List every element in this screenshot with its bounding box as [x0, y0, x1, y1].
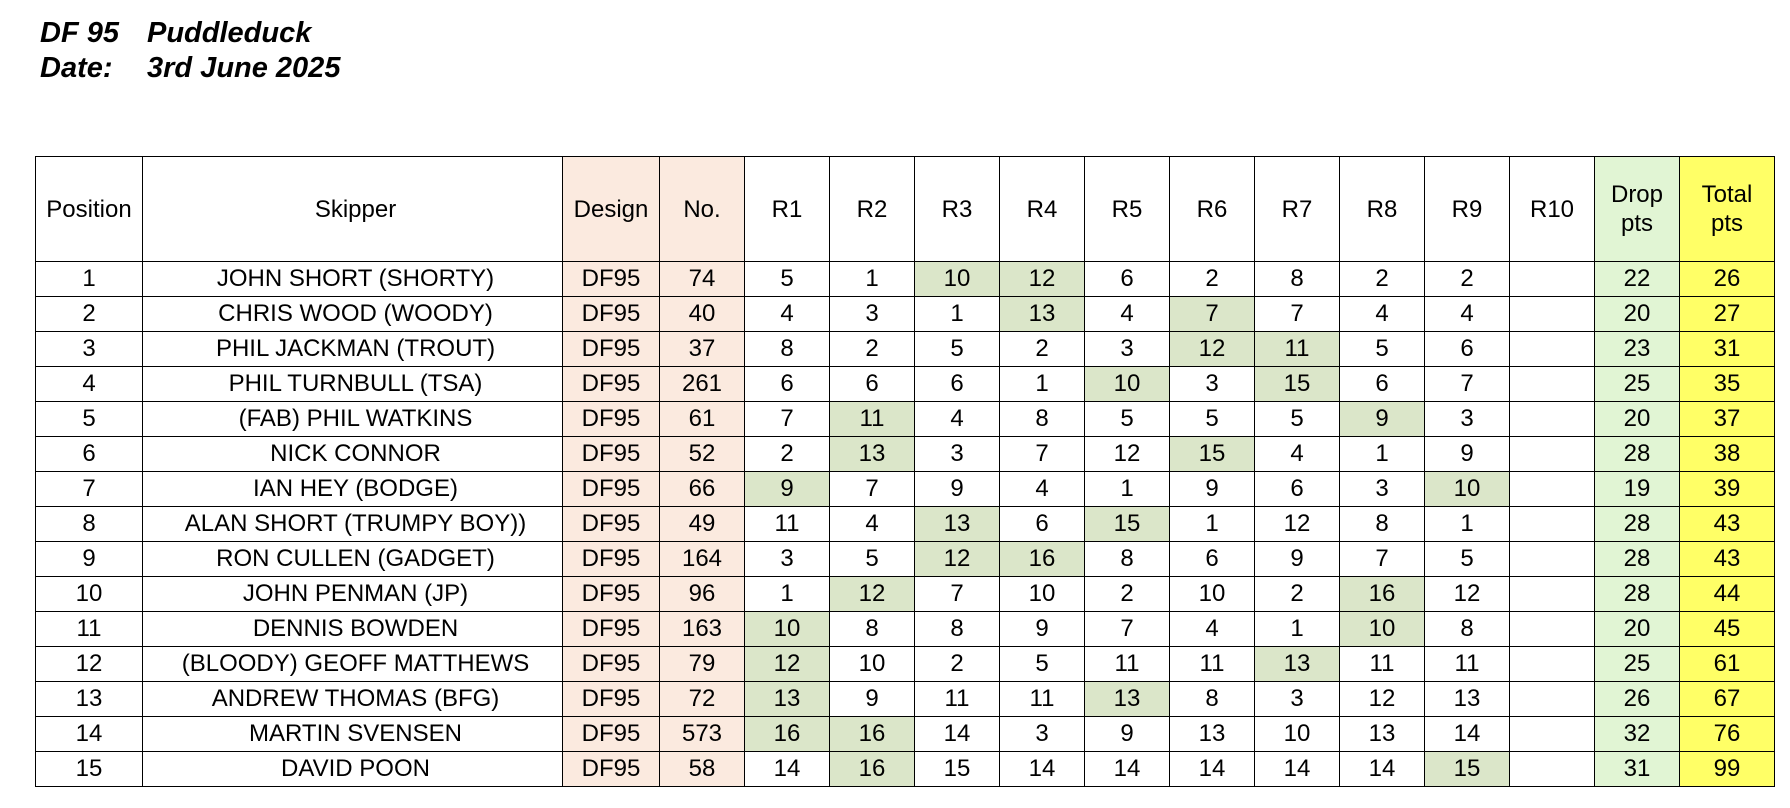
race-score-cell: 2: [745, 437, 830, 472]
drop-points-cell: 28: [1595, 507, 1680, 542]
race-score-cell: 11: [1340, 647, 1425, 682]
skipper-cell: IAN HEY (BODGE): [143, 472, 563, 507]
race-score-cell: 11: [1085, 647, 1170, 682]
total-points-cell: 76: [1680, 717, 1775, 752]
total-points-cell: 99: [1680, 752, 1775, 787]
results-table: [35, 156, 1775, 787]
race-score-cell: 5: [1425, 542, 1510, 577]
total-points-cell: 61: [1680, 647, 1775, 682]
race-score-cell: 5: [1085, 402, 1170, 437]
race-score-cell: 5: [745, 262, 830, 297]
race-score-cell: 14: [1425, 717, 1510, 752]
sail-number-cell: 52: [660, 437, 745, 472]
race-score-cell: 6: [1170, 542, 1255, 577]
column-header: R8: [1340, 157, 1425, 262]
position-cell: 10: [36, 577, 143, 612]
race-score-cell: 9: [915, 472, 1000, 507]
race-score-cell: 5: [1170, 402, 1255, 437]
race-score-cell: 12: [915, 542, 1000, 577]
position-cell: 1: [36, 262, 143, 297]
race-score-cell: 7: [745, 402, 830, 437]
total-points-cell: 38: [1680, 437, 1775, 472]
race-score-cell: 5: [915, 332, 1000, 367]
race-score-cell: 11: [1170, 647, 1255, 682]
design-cell: DF95: [563, 472, 660, 507]
position-cell: 14: [36, 717, 143, 752]
race-score-cell: 4: [1340, 297, 1425, 332]
race-score-cell: [1510, 472, 1595, 507]
venue-name: Puddleduck: [147, 17, 312, 49]
race-score-cell: 6: [1425, 332, 1510, 367]
drop-points-cell: 26: [1595, 682, 1680, 717]
drop-points-cell: 20: [1595, 402, 1680, 437]
race-score-cell: 4: [1085, 297, 1170, 332]
race-date: 3rd June 2025: [147, 52, 341, 84]
sail-number-cell: 164: [660, 542, 745, 577]
column-header: R5: [1085, 157, 1170, 262]
race-score-cell: 8: [915, 612, 1000, 647]
table-row: [36, 437, 1775, 472]
total-points-cell: 35: [1680, 367, 1775, 402]
race-score-cell: 4: [915, 402, 1000, 437]
race-score-cell: 4: [745, 297, 830, 332]
race-score-cell: 7: [1340, 542, 1425, 577]
column-header: R7: [1255, 157, 1340, 262]
column-header: R4: [1000, 157, 1085, 262]
table-row: [36, 297, 1775, 332]
race-score-cell: 10: [1255, 717, 1340, 752]
race-score-cell: 14: [1085, 752, 1170, 787]
design-cell: DF95: [563, 437, 660, 472]
design-cell: DF95: [563, 682, 660, 717]
race-score-cell: 13: [1000, 297, 1085, 332]
race-score-cell: 10: [1340, 612, 1425, 647]
race-score-cell: 1: [830, 262, 915, 297]
race-score-cell: 9: [745, 472, 830, 507]
drop-points-cell: 20: [1595, 297, 1680, 332]
race-score-cell: 6: [745, 367, 830, 402]
total-points-cell: 39: [1680, 472, 1775, 507]
race-score-cell: 16: [830, 752, 915, 787]
race-score-cell: [1510, 647, 1595, 682]
race-score-cell: 11: [830, 402, 915, 437]
race-score-cell: 5: [1340, 332, 1425, 367]
race-score-cell: 13: [1170, 717, 1255, 752]
race-score-cell: 8: [1000, 402, 1085, 437]
skipper-cell: DAVID POON: [143, 752, 563, 787]
race-score-cell: 10: [1085, 367, 1170, 402]
total-points-cell: 43: [1680, 507, 1775, 542]
race-score-cell: 7: [1255, 297, 1340, 332]
skipper-cell: NICK CONNOR: [143, 437, 563, 472]
total-points-cell: 37: [1680, 402, 1775, 437]
race-score-cell: 2: [830, 332, 915, 367]
race-score-cell: 1: [1085, 472, 1170, 507]
race-score-cell: 8: [830, 612, 915, 647]
total-points-cell: 31: [1680, 332, 1775, 367]
skipper-cell: MARTIN SVENSEN: [143, 717, 563, 752]
race-score-cell: [1510, 752, 1595, 787]
skipper-cell: CHRIS WOOD (WOODY): [143, 297, 563, 332]
race-score-cell: 12: [1000, 262, 1085, 297]
skipper-cell: JOHN SHORT (SHORTY): [143, 262, 563, 297]
skipper-cell: JOHN PENMAN (JP): [143, 577, 563, 612]
race-score-cell: 11: [915, 682, 1000, 717]
race-score-cell: [1510, 507, 1595, 542]
sail-number-cell: 74: [660, 262, 745, 297]
race-score-cell: 10: [915, 262, 1000, 297]
race-score-cell: 14: [745, 752, 830, 787]
total-points-cell: 43: [1680, 542, 1775, 577]
table-row: [36, 402, 1775, 437]
skipper-cell: RON CULLEN (GADGET): [143, 542, 563, 577]
drop-points-cell: 19: [1595, 472, 1680, 507]
race-score-cell: 5: [1000, 647, 1085, 682]
race-score-cell: 6: [1255, 472, 1340, 507]
column-header: Drop pts: [1595, 157, 1680, 262]
race-score-cell: 1: [1000, 367, 1085, 402]
skipper-cell: (FAB) PHIL WATKINS: [143, 402, 563, 437]
race-score-cell: 12: [1255, 507, 1340, 542]
table-row: [36, 472, 1775, 507]
race-score-cell: [1510, 402, 1595, 437]
race-score-cell: 14: [1340, 752, 1425, 787]
design-cell: DF95: [563, 262, 660, 297]
race-score-cell: 7: [915, 577, 1000, 612]
column-header: Skipper: [143, 157, 563, 262]
design-cell: DF95: [563, 297, 660, 332]
race-score-cell: 13: [1425, 682, 1510, 717]
race-score-cell: 11: [745, 507, 830, 542]
race-score-cell: 8: [1085, 542, 1170, 577]
race-score-cell: 3: [1425, 402, 1510, 437]
race-score-cell: 1: [915, 297, 1000, 332]
column-header: Design: [563, 157, 660, 262]
design-cell: DF95: [563, 402, 660, 437]
column-header: Total pts: [1680, 157, 1775, 262]
race-score-cell: 13: [1340, 717, 1425, 752]
column-header: R6: [1170, 157, 1255, 262]
race-score-cell: 14: [915, 717, 1000, 752]
race-score-cell: 10: [1000, 577, 1085, 612]
table-row: [36, 647, 1775, 682]
race-score-cell: 14: [1000, 752, 1085, 787]
drop-points-cell: 32: [1595, 717, 1680, 752]
race-score-cell: 4: [1255, 437, 1340, 472]
race-score-cell: 4: [1425, 297, 1510, 332]
skipper-cell: ANDREW THOMAS (BFG): [143, 682, 563, 717]
design-cell: DF95: [563, 612, 660, 647]
skipper-cell: ALAN SHORT (TRUMPY BOY)): [143, 507, 563, 542]
race-score-cell: 11: [1000, 682, 1085, 717]
drop-points-cell: 25: [1595, 367, 1680, 402]
race-score-cell: [1510, 717, 1595, 752]
table-row: [36, 682, 1775, 717]
skipper-cell: PHIL TURNBULL (TSA): [143, 367, 563, 402]
drop-points-cell: 25: [1595, 647, 1680, 682]
header-row: [36, 157, 1775, 262]
race-score-cell: 1: [1425, 507, 1510, 542]
race-score-cell: 7: [1000, 437, 1085, 472]
skipper-cell: PHIL JACKMAN (TROUT): [143, 332, 563, 367]
race-score-cell: [1510, 332, 1595, 367]
race-score-cell: 8: [1170, 682, 1255, 717]
race-score-cell: 5: [1255, 402, 1340, 437]
position-cell: 4: [36, 367, 143, 402]
race-score-cell: 8: [1255, 262, 1340, 297]
race-score-cell: [1510, 437, 1595, 472]
table-row: [36, 717, 1775, 752]
sail-number-cell: 79: [660, 647, 745, 682]
race-score-cell: 3: [1255, 682, 1340, 717]
position-cell: 11: [36, 612, 143, 647]
race-score-cell: 6: [915, 367, 1000, 402]
table-row: [36, 752, 1775, 787]
race-score-cell: 2: [1425, 262, 1510, 297]
race-score-cell: 8: [1340, 507, 1425, 542]
drop-points-cell: 20: [1595, 612, 1680, 647]
race-score-cell: 3: [1085, 332, 1170, 367]
design-cell: DF95: [563, 752, 660, 787]
race-score-cell: 8: [745, 332, 830, 367]
drop-points-cell: 31: [1595, 752, 1680, 787]
table-row: [36, 542, 1775, 577]
column-header: No.: [660, 157, 745, 262]
race-score-cell: 15: [1425, 752, 1510, 787]
total-points-cell: 44: [1680, 577, 1775, 612]
design-cell: DF95: [563, 647, 660, 682]
race-score-cell: 9: [1340, 402, 1425, 437]
race-score-cell: 12: [830, 577, 915, 612]
sail-number-cell: 96: [660, 577, 745, 612]
race-score-cell: 13: [1255, 647, 1340, 682]
sail-number-cell: 40: [660, 297, 745, 332]
race-score-cell: 1: [1170, 507, 1255, 542]
race-score-cell: [1510, 682, 1595, 717]
race-score-cell: 11: [1425, 647, 1510, 682]
sail-number-cell: 573: [660, 717, 745, 752]
race-score-cell: 12: [1425, 577, 1510, 612]
column-header: R9: [1425, 157, 1510, 262]
drop-points-cell: 28: [1595, 577, 1680, 612]
race-score-cell: [1510, 262, 1595, 297]
total-points-cell: 26: [1680, 262, 1775, 297]
drop-points-cell: 23: [1595, 332, 1680, 367]
skipper-cell: DENNIS BOWDEN: [143, 612, 563, 647]
column-header: R1: [745, 157, 830, 262]
sail-number-cell: 72: [660, 682, 745, 717]
sail-number-cell: 37: [660, 332, 745, 367]
column-header: Position: [36, 157, 143, 262]
sail-number-cell: 49: [660, 507, 745, 542]
position-cell: 8: [36, 507, 143, 542]
race-score-cell: 6: [1000, 507, 1085, 542]
race-score-cell: 2: [1000, 332, 1085, 367]
design-cell: DF95: [563, 542, 660, 577]
date-row: [40, 51, 340, 86]
race-score-cell: 9: [1425, 437, 1510, 472]
race-score-cell: 1: [1340, 437, 1425, 472]
table-row: [36, 367, 1775, 402]
race-score-cell: 15: [1170, 437, 1255, 472]
race-score-cell: 12: [1170, 332, 1255, 367]
race-score-cell: 3: [915, 437, 1000, 472]
race-score-cell: 16: [1000, 542, 1085, 577]
race-score-cell: [1510, 612, 1595, 647]
position-cell: 13: [36, 682, 143, 717]
position-cell: 6: [36, 437, 143, 472]
race-score-cell: 1: [1255, 612, 1340, 647]
race-score-cell: 6: [830, 367, 915, 402]
race-score-cell: 3: [745, 542, 830, 577]
design-cell: DF95: [563, 367, 660, 402]
sail-number-cell: 66: [660, 472, 745, 507]
design-cell: DF95: [563, 507, 660, 542]
race-score-cell: 2: [1085, 577, 1170, 612]
race-score-cell: 14: [1255, 752, 1340, 787]
drop-points-cell: 22: [1595, 262, 1680, 297]
race-score-cell: 2: [1170, 262, 1255, 297]
race-score-cell: [1510, 577, 1595, 612]
table-row: [36, 577, 1775, 612]
class-label: DF 95: [40, 17, 119, 49]
race-score-cell: 6: [1085, 262, 1170, 297]
race-score-cell: 13: [745, 682, 830, 717]
table-row: [36, 262, 1775, 297]
race-score-cell: 15: [915, 752, 1000, 787]
race-score-cell: 13: [1085, 682, 1170, 717]
race-score-cell: 7: [1425, 367, 1510, 402]
race-score-cell: 1: [745, 577, 830, 612]
position-cell: 15: [36, 752, 143, 787]
race-score-cell: 2: [915, 647, 1000, 682]
results-header: [40, 16, 340, 86]
position-cell: 3: [36, 332, 143, 367]
race-score-cell: 10: [1425, 472, 1510, 507]
sail-number-cell: 163: [660, 612, 745, 647]
race-score-cell: [1510, 297, 1595, 332]
column-header: R3: [915, 157, 1000, 262]
race-score-cell: 12: [745, 647, 830, 682]
date-label: Date:: [40, 52, 113, 84]
column-header: R2: [830, 157, 915, 262]
race-score-cell: 4: [1170, 612, 1255, 647]
race-score-cell: 4: [830, 507, 915, 542]
position-cell: 2: [36, 297, 143, 332]
race-score-cell: 7: [1085, 612, 1170, 647]
race-score-cell: 14: [1170, 752, 1255, 787]
race-score-cell: 2: [1340, 262, 1425, 297]
table-row: [36, 332, 1775, 367]
race-score-cell: [1510, 542, 1595, 577]
table-body: [36, 262, 1775, 787]
position-cell: 12: [36, 647, 143, 682]
skipper-cell: (BLOODY) GEOFF MATTHEWS: [143, 647, 563, 682]
position-cell: 7: [36, 472, 143, 507]
race-score-cell: 13: [830, 437, 915, 472]
position-cell: 9: [36, 542, 143, 577]
sail-number-cell: 261: [660, 367, 745, 402]
design-cell: DF95: [563, 717, 660, 752]
race-score-cell: 13: [915, 507, 1000, 542]
sail-number-cell: 58: [660, 752, 745, 787]
race-score-cell: 4: [1000, 472, 1085, 507]
total-points-cell: 27: [1680, 297, 1775, 332]
race-score-cell: 9: [830, 682, 915, 717]
race-score-cell: 12: [1340, 682, 1425, 717]
race-score-cell: 2: [1255, 577, 1340, 612]
race-score-cell: [1510, 367, 1595, 402]
design-cell: DF95: [563, 577, 660, 612]
class-row: [40, 16, 340, 51]
race-score-cell: 10: [745, 612, 830, 647]
race-score-cell: 15: [1255, 367, 1340, 402]
race-score-cell: 5: [830, 542, 915, 577]
sail-number-cell: 61: [660, 402, 745, 437]
design-cell: DF95: [563, 332, 660, 367]
race-score-cell: 9: [1170, 472, 1255, 507]
race-score-cell: 3: [830, 297, 915, 332]
race-score-cell: 11: [1255, 332, 1340, 367]
race-score-cell: 7: [1170, 297, 1255, 332]
race-score-cell: 9: [1255, 542, 1340, 577]
total-points-cell: 45: [1680, 612, 1775, 647]
table-row: [36, 507, 1775, 542]
race-score-cell: 6: [1340, 367, 1425, 402]
race-score-cell: 9: [1085, 717, 1170, 752]
race-score-cell: 15: [1085, 507, 1170, 542]
column-header: R10: [1510, 157, 1595, 262]
race-score-cell: 10: [1170, 577, 1255, 612]
position-cell: 5: [36, 402, 143, 437]
race-score-cell: 3: [1000, 717, 1085, 752]
race-score-cell: 12: [1085, 437, 1170, 472]
race-score-cell: 10: [830, 647, 915, 682]
race-score-cell: 3: [1340, 472, 1425, 507]
race-score-cell: 16: [745, 717, 830, 752]
race-score-cell: 3: [1170, 367, 1255, 402]
table-row: [36, 612, 1775, 647]
race-score-cell: 8: [1425, 612, 1510, 647]
total-points-cell: 67: [1680, 682, 1775, 717]
race-score-cell: 16: [1340, 577, 1425, 612]
drop-points-cell: 28: [1595, 542, 1680, 577]
race-score-cell: 9: [1000, 612, 1085, 647]
race-score-cell: 16: [830, 717, 915, 752]
race-score-cell: 7: [830, 472, 915, 507]
drop-points-cell: 28: [1595, 437, 1680, 472]
